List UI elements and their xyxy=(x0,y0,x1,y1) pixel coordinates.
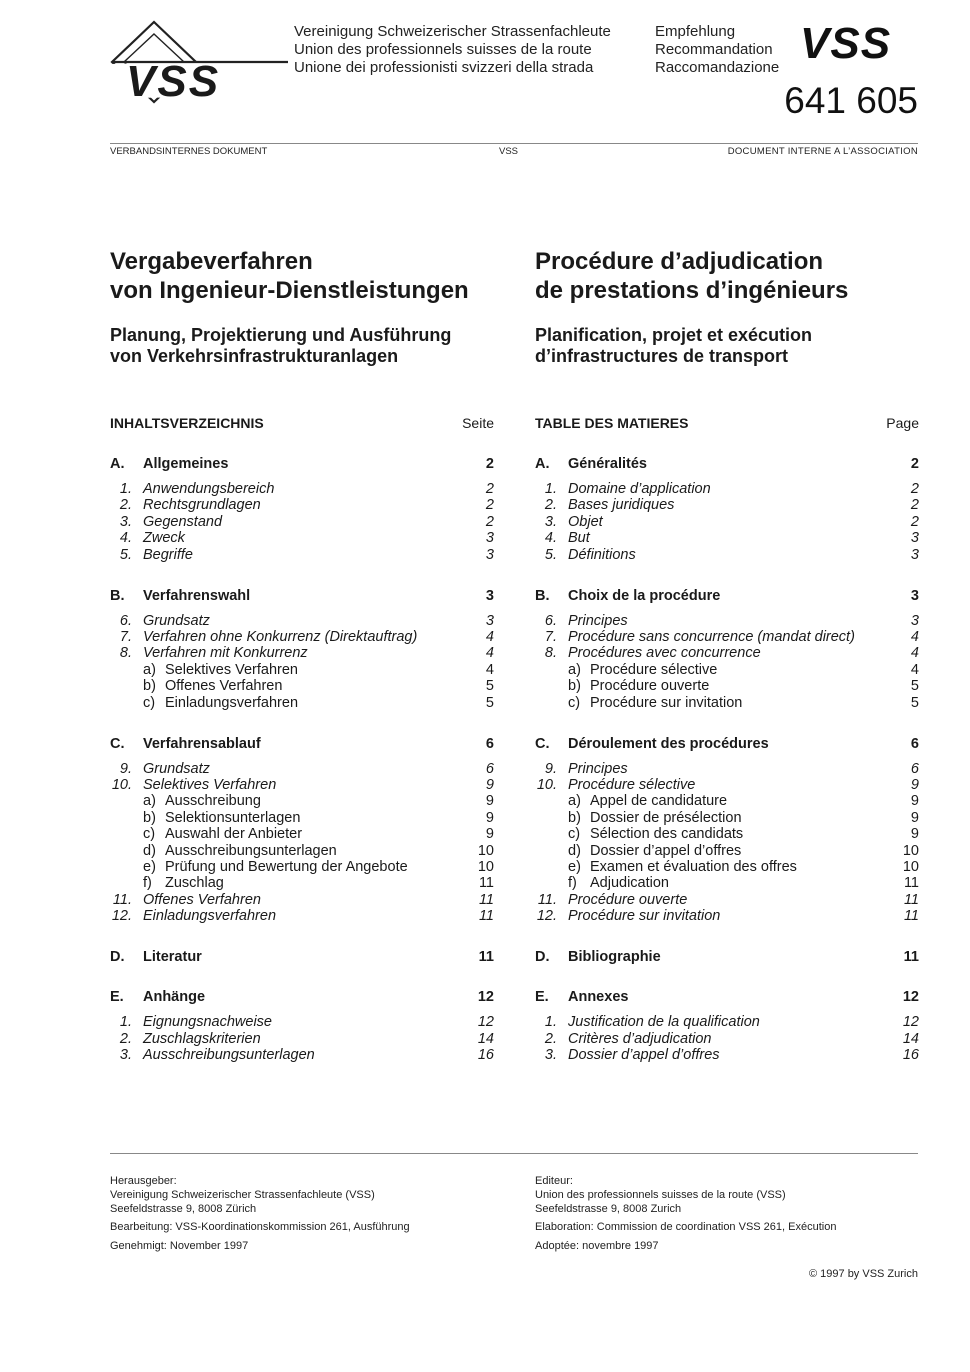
toc-page-number: 16 xyxy=(902,1047,919,1063)
toc-entry-text: Bases juridiques xyxy=(568,497,675,514)
org-name-fr: Union des professionnels suisses de la route xyxy=(294,41,592,58)
toc-subitem-row[interactable] xyxy=(535,843,919,860)
toc-entry-text: But xyxy=(568,530,590,547)
toc-item-row[interactable] xyxy=(110,892,494,909)
toc-subitem-row[interactable] xyxy=(535,826,919,843)
toc-number: a) xyxy=(143,793,156,810)
toc-page-number: 12 xyxy=(902,1014,919,1031)
toc-entry-text: Adjudication xyxy=(590,875,669,892)
toc-page-number: 12 xyxy=(902,989,919,1006)
toc-entry-text: Procédure ouverte xyxy=(590,678,710,695)
toc-item-row[interactable] xyxy=(535,892,919,909)
toc-item-row[interactable] xyxy=(535,1031,919,1048)
publisher-name-de: Vereinigung Schweizerischer Strassenfachleute (VSS) xyxy=(110,1189,375,1201)
toc-number: 11. xyxy=(537,891,557,908)
toc-page-number: 2 xyxy=(910,497,919,514)
toc-item-row[interactable] xyxy=(110,1014,494,1031)
editing-de: Bearbeitung: VSS-Koordinationskommission 261, Ausführung xyxy=(110,1221,410,1233)
toc-entry-text: Ausschreibungsunterlagen xyxy=(143,1047,315,1063)
toc-number: 6. xyxy=(119,612,132,629)
toc-number: f) xyxy=(568,875,577,892)
toc-page-number: 6 xyxy=(910,760,919,777)
toc-subitem-row[interactable] xyxy=(535,695,919,712)
toc-page-label: Page xyxy=(886,415,919,431)
toc-page-number: 4 xyxy=(910,661,919,678)
toc-page-number: 2 xyxy=(910,456,919,472)
toc-number: 1. xyxy=(119,481,132,497)
toc-page-number: 9 xyxy=(485,809,494,826)
toc-page-number: 4 xyxy=(910,645,919,662)
toc-entry-text: Selektives Verfahren xyxy=(143,777,277,793)
toc-page-number: 4 xyxy=(910,629,919,645)
toc-entry-text: Procédure sans concurrence (mandat direct) xyxy=(568,629,855,645)
toc-item-row[interactable] xyxy=(110,761,494,778)
toc-page-number: 3 xyxy=(910,530,919,547)
publisher-label-fr: Editeur: xyxy=(535,1175,573,1187)
toc-page-number: 12 xyxy=(477,1014,494,1031)
toc-item-row[interactable] xyxy=(110,645,494,662)
toc-page-number: 5 xyxy=(910,678,919,695)
toc-section-row[interactable] xyxy=(535,456,919,473)
toc-entry-text: Généralités xyxy=(568,456,647,472)
toc-page-number: 3 xyxy=(485,612,494,629)
toc-number: E. xyxy=(110,989,124,1006)
toc-number: 3. xyxy=(119,1047,132,1063)
toc-entry-text: Verfahrenswahl xyxy=(143,587,251,604)
toc-entry-text: Rechtsgrundlagen xyxy=(143,497,261,514)
publisher-name-fr: Union des professionnels suisses de la route (VSS) xyxy=(535,1189,786,1201)
toc-page-number: 6 xyxy=(910,735,919,752)
toc-entry-text: Principes xyxy=(568,612,628,629)
toc-entry-text: Prüfung und Bewertung der Angebote xyxy=(165,859,408,875)
subtitle-fr: Planification, projet et exécution d’infrastructures de transport xyxy=(535,325,813,366)
toc-number: 12. xyxy=(536,908,557,925)
toc-number: D. xyxy=(535,949,550,966)
toc-section-row[interactable] xyxy=(110,949,494,966)
approved-fr: Adoptée: novembre 1997 xyxy=(535,1240,659,1252)
toc-entry-text: Selektives Verfahren xyxy=(165,661,298,678)
toc-page-number: 6 xyxy=(485,760,494,777)
toc-entry-text: Domaine d’application xyxy=(568,481,711,497)
toc-page-number: 4 xyxy=(485,629,494,645)
toc-page-number: 2 xyxy=(485,497,494,514)
toc-entry-text: Zuschlag xyxy=(165,875,224,892)
toc-entry-text: Justification de la qualification xyxy=(568,1014,760,1031)
toc-entry-text: Zweck xyxy=(143,530,185,547)
toc-subitem-row[interactable] xyxy=(110,678,494,695)
toc-page-number: 3 xyxy=(485,530,494,547)
toc-number: D. xyxy=(110,949,125,966)
toc-number: 3. xyxy=(119,513,132,530)
toc-entry-text: Verfahrensablauf xyxy=(143,735,261,752)
toc-subitem-row[interactable] xyxy=(110,826,494,843)
toc-number: E. xyxy=(535,989,549,1006)
toc-entry-text: Zuschlagskriterien xyxy=(143,1030,261,1047)
toc-page-number: 3 xyxy=(910,546,919,563)
toc-entry-text: Begriffe xyxy=(143,546,193,563)
toc-number: 5. xyxy=(544,546,557,563)
toc-entry-text: Procédure sélective xyxy=(590,661,718,678)
toc-item-row[interactable] xyxy=(535,613,919,630)
toc-page-number: 3 xyxy=(485,546,494,563)
toc-page-number: 14 xyxy=(477,1030,494,1047)
toc-page-number: 9 xyxy=(910,777,919,793)
publisher-address-fr: Seefeldstrasse 9, 8008 Zurich xyxy=(535,1203,682,1215)
toc-page-number: 6 xyxy=(485,735,494,752)
toc-subitem-row[interactable] xyxy=(110,695,494,712)
toc-number: 8. xyxy=(544,645,557,662)
vss-diamond-logo-icon xyxy=(108,20,290,104)
toc-number: 10. xyxy=(111,777,132,793)
toc-entry-text: Selektionsunterlagen xyxy=(165,809,301,826)
vss-wordmark: VSS xyxy=(800,19,892,68)
toc-entry-text: Ausschreibungsunterlagen xyxy=(165,842,337,859)
toc-number: 6. xyxy=(544,612,557,629)
toc-page-number: 11 xyxy=(478,875,494,892)
toc-subitem-row[interactable] xyxy=(535,678,919,695)
toc-entry-text: Gegenstand xyxy=(143,513,223,530)
toc-page-number: 2 xyxy=(485,481,494,497)
toc-item-row[interactable] xyxy=(535,1014,919,1031)
german-column xyxy=(110,247,494,1063)
toc-page-number: 9 xyxy=(910,793,919,810)
toc-page-number: 10 xyxy=(902,842,919,859)
toc-item-row[interactable] xyxy=(110,777,494,794)
toc-item-row[interactable] xyxy=(110,514,494,531)
toc-page-number: 3 xyxy=(910,587,919,604)
toc-number: B. xyxy=(110,587,125,604)
toc-number: 3. xyxy=(544,1047,557,1063)
toc-entry-text: Dossier d’appel d’offres xyxy=(590,842,742,859)
toc-page-number: 9 xyxy=(910,809,919,826)
toc-number: a) xyxy=(568,661,581,678)
toc-subitem-row[interactable] xyxy=(535,793,919,810)
toc-section-row[interactable] xyxy=(535,989,919,1006)
toc-entry-text: Offenes Verfahren xyxy=(165,678,283,695)
toc-page-number: 11 xyxy=(478,949,494,966)
toc-number: 1. xyxy=(544,1014,557,1031)
toc-section-row[interactable] xyxy=(535,949,919,966)
toc-entry-text: Auswahl der Anbieter xyxy=(165,826,303,843)
toc-item-row[interactable] xyxy=(110,547,494,564)
toc-page-number: 11 xyxy=(903,908,919,925)
toc-number: 7. xyxy=(119,629,132,645)
toc-subitem-row[interactable] xyxy=(110,843,494,860)
meta-vss: VSS xyxy=(499,146,519,157)
toc-number: 2. xyxy=(544,497,557,514)
toc-subitem-row[interactable] xyxy=(110,662,494,679)
toc-entry-text: Principes xyxy=(568,760,628,777)
toc-number: b) xyxy=(143,678,156,695)
publisher-label-de: Herausgeber: xyxy=(110,1175,177,1187)
toc-item-row[interactable] xyxy=(110,497,494,514)
toc-entry-text: Eignungsnachweise xyxy=(143,1014,272,1031)
toc-number: A. xyxy=(110,456,125,472)
toc-number: 7. xyxy=(544,629,557,645)
toc-entry-text: Offenes Verfahren xyxy=(143,891,261,908)
title-fr: Procédure d’adjudication de prestations d’ingénieurs xyxy=(535,248,849,304)
toc-number: 8. xyxy=(119,645,132,662)
toc-page-number: 9 xyxy=(485,777,494,793)
toc-subitem-row[interactable] xyxy=(110,859,494,876)
toc-item-row[interactable] xyxy=(110,629,494,646)
toc-number: c) xyxy=(568,826,581,843)
toc-entry-text: Verfahren ohne Konkurrenz (Direktauftrag) xyxy=(143,629,418,645)
toc-entry-text: Procédure sur invitation xyxy=(568,908,721,925)
toc-number: c) xyxy=(568,694,581,711)
document-number: 641 605 xyxy=(784,80,918,121)
rec-label-fr: Recommandation xyxy=(655,41,773,58)
toc-page-number: 2 xyxy=(485,456,494,472)
toc-page-number: 4 xyxy=(485,645,494,662)
toc-entry-text: Procédure sélective xyxy=(568,777,696,793)
toc-number: 4. xyxy=(119,530,132,547)
toc-item-row[interactable] xyxy=(110,481,494,498)
toc-entry-text: Anhänge xyxy=(143,989,206,1006)
toc-number: e) xyxy=(143,859,156,875)
toc-page-number: 5 xyxy=(910,694,919,711)
toc-item-row[interactable] xyxy=(535,1047,919,1064)
toc-item-row[interactable] xyxy=(110,613,494,630)
toc-number: C. xyxy=(110,735,125,752)
footer-divider xyxy=(110,1153,918,1154)
toc-number: d) xyxy=(143,842,156,859)
toc-entry-text: Objet xyxy=(568,513,603,530)
toc-page-number: 9 xyxy=(910,826,919,843)
toc-number: 2. xyxy=(544,1030,557,1047)
toc-item-row[interactable] xyxy=(535,777,919,794)
toc-number: 9. xyxy=(544,760,557,777)
toc-subitem-row[interactable] xyxy=(535,875,919,892)
toc-page-number: 9 xyxy=(485,826,494,843)
toc-item-row[interactable] xyxy=(110,530,494,547)
toc-subitem-row[interactable] xyxy=(110,810,494,827)
toc-page-number: 2 xyxy=(485,513,494,530)
toc-number: c) xyxy=(143,694,156,711)
toc-number: e) xyxy=(568,859,581,875)
toc-page-label: Seite xyxy=(462,415,494,431)
toc-item-row[interactable] xyxy=(110,1047,494,1064)
toc-number: 10. xyxy=(536,777,557,793)
toc-section-row[interactable] xyxy=(535,736,919,753)
toc-entry-text: Procédure sur invitation xyxy=(590,694,743,711)
toc-number: 5. xyxy=(119,546,132,563)
rec-label-it: Raccomandazione xyxy=(655,59,780,76)
recommendation-labels xyxy=(655,23,779,77)
toc-item-row[interactable] xyxy=(110,1031,494,1048)
toc-number: B. xyxy=(535,587,550,604)
toc-page-number: 12 xyxy=(477,989,494,1006)
french-column xyxy=(535,247,919,1063)
toc-entry-text: Sélection des candidats xyxy=(590,826,744,843)
toc-entry-text: Annexes xyxy=(568,989,629,1006)
toc-item-row[interactable] xyxy=(535,629,919,646)
toc-number: b) xyxy=(143,809,156,826)
toc-page-number: 2 xyxy=(910,513,919,530)
toc-item-row[interactable] xyxy=(535,514,919,531)
meta-internal-doc-fr: DOCUMENT INTERNE A L’ASSOCIATION xyxy=(727,146,918,157)
toc-item-row[interactable] xyxy=(535,761,919,778)
toc-number: b) xyxy=(568,678,581,695)
toc-page-number: 11 xyxy=(478,891,494,908)
toc-entry-text: Ausschreibung xyxy=(165,793,261,810)
toc-subitem-row[interactable] xyxy=(110,793,494,810)
header-divider xyxy=(110,143,918,144)
svg-text:VSS: VSS xyxy=(126,57,221,104)
toc-section-row[interactable] xyxy=(110,456,494,473)
toc-subitem-row[interactable] xyxy=(535,810,919,827)
toc-subitem-row[interactable] xyxy=(535,662,919,679)
toc-entry-text: Dossier de présélection xyxy=(590,809,742,826)
toc-item-row[interactable] xyxy=(535,908,919,925)
toc-entry-text: Procédures avec concurrence xyxy=(568,645,761,662)
toc-number: 3. xyxy=(544,513,557,530)
rec-label-de: Empfehlung xyxy=(655,23,736,40)
toc-page-number: 11 xyxy=(478,908,494,925)
toc-number: C. xyxy=(535,735,550,752)
org-name-it: Unione dei professionisti svizzeri della strada xyxy=(294,59,594,76)
toc-entry-text: Anwendungsbereich xyxy=(143,481,275,497)
toc-page-number: 5 xyxy=(485,678,494,695)
toc-item-row[interactable] xyxy=(110,908,494,925)
toc-subitem-row[interactable] xyxy=(535,859,919,876)
publisher-address-de: Seefeldstrasse 9, 8008 Zürich xyxy=(110,1203,257,1215)
meta-internal-doc-de: VERBANDSINTERNES DOKUMENT xyxy=(110,146,268,157)
toc-number: f) xyxy=(143,875,152,892)
toc-entry-text: Einladungsverfahren xyxy=(143,908,277,925)
toc-number: a) xyxy=(143,661,156,678)
toc-entry-text: Bibliographie xyxy=(568,949,661,966)
organization-names xyxy=(294,23,611,77)
toc-subitem-row[interactable] xyxy=(110,875,494,892)
toc-page-number: 14 xyxy=(902,1030,919,1047)
toc-item-row[interactable] xyxy=(535,530,919,547)
toc-number: 1. xyxy=(119,1014,132,1031)
editing-fr: Elaboration: Commission de coordination VSS 261, Exécution xyxy=(535,1221,837,1233)
toc-entry-text: Dossier d’appel d’offres xyxy=(568,1047,720,1063)
toc-number: A. xyxy=(535,456,550,472)
toc-item-row[interactable] xyxy=(535,547,919,564)
toc-page-number: 3 xyxy=(485,587,494,604)
toc-number: b) xyxy=(568,809,581,826)
toc-number: c) xyxy=(143,826,156,843)
toc-section-row[interactable] xyxy=(110,736,494,753)
toc-entry-text: Appel de candidature xyxy=(590,793,728,810)
toc-entry-text: Examen et évaluation des offres xyxy=(590,859,797,875)
toc-page-number: 11 xyxy=(903,891,919,908)
toc-entry-text: Choix de la procédure xyxy=(568,587,721,604)
toc-entry-text: Critères d’adjudication xyxy=(568,1030,712,1047)
toc-item-row[interactable] xyxy=(535,497,919,514)
toc-number: 2. xyxy=(119,497,132,514)
subtitle-de: Planung, Projektierung und Ausführung von Verkehrsinfrastrukturanlagen xyxy=(110,325,452,366)
toc-page-number: 4 xyxy=(485,661,494,678)
toc-entry-text: Déroulement des procédures xyxy=(568,735,769,752)
toc-page-number: 16 xyxy=(477,1047,494,1063)
toc-section-row[interactable] xyxy=(110,588,494,605)
toc-entry-text: Literatur xyxy=(143,949,202,966)
toc-entry-text: Einladungsverfahren xyxy=(165,694,299,711)
toc-entry-text: Verfahren mit Konkurrenz xyxy=(143,645,308,662)
toc-label: TABLE DES MATIERES xyxy=(535,415,689,431)
toc-item-row[interactable] xyxy=(535,645,919,662)
toc-entry-text: Grundsatz xyxy=(143,612,210,629)
toc-page-number: 2 xyxy=(910,481,919,497)
org-name-de: Vereinigung Schweizerischer Strassenfachleute xyxy=(294,23,611,40)
toc-number: 11. xyxy=(112,891,132,908)
toc-item-row[interactable] xyxy=(535,481,919,498)
toc-page-number: 10 xyxy=(477,859,494,875)
toc-page-number: 11 xyxy=(903,949,919,966)
approved-de: Genehmigt: November 1997 xyxy=(110,1240,249,1252)
toc-number: 2. xyxy=(119,1030,132,1047)
toc-section-row[interactable] xyxy=(110,989,494,1006)
toc-page-number: 10 xyxy=(902,859,919,875)
toc-label: INHALTSVERZEICHNIS xyxy=(110,415,264,431)
toc-page-number: 5 xyxy=(485,694,494,711)
toc-page-number: 10 xyxy=(477,842,494,859)
toc-entry-text: Grundsatz xyxy=(143,760,210,777)
toc-page-number: 3 xyxy=(910,612,919,629)
toc-section-row[interactable] xyxy=(535,588,919,605)
toc-entry-text: Procédure ouverte xyxy=(568,891,688,908)
toc-number: 9. xyxy=(119,760,132,777)
toc-entry-text: Allgemeines xyxy=(143,456,229,472)
toc-number: a) xyxy=(568,793,581,810)
toc-entry-text: Définitions xyxy=(568,546,636,563)
toc-number: 1. xyxy=(544,481,557,497)
toc-page-number: 11 xyxy=(903,875,919,892)
copyright: © 1997 by VSS Zurich xyxy=(809,1268,918,1280)
title-de: Vergabeverfahren von Ingenieur-Dienstleistungen xyxy=(110,248,469,304)
toc-number: d) xyxy=(568,842,581,859)
toc-number: 12. xyxy=(111,908,132,925)
toc-page-number: 9 xyxy=(485,793,494,810)
toc-number: 4. xyxy=(544,530,557,547)
